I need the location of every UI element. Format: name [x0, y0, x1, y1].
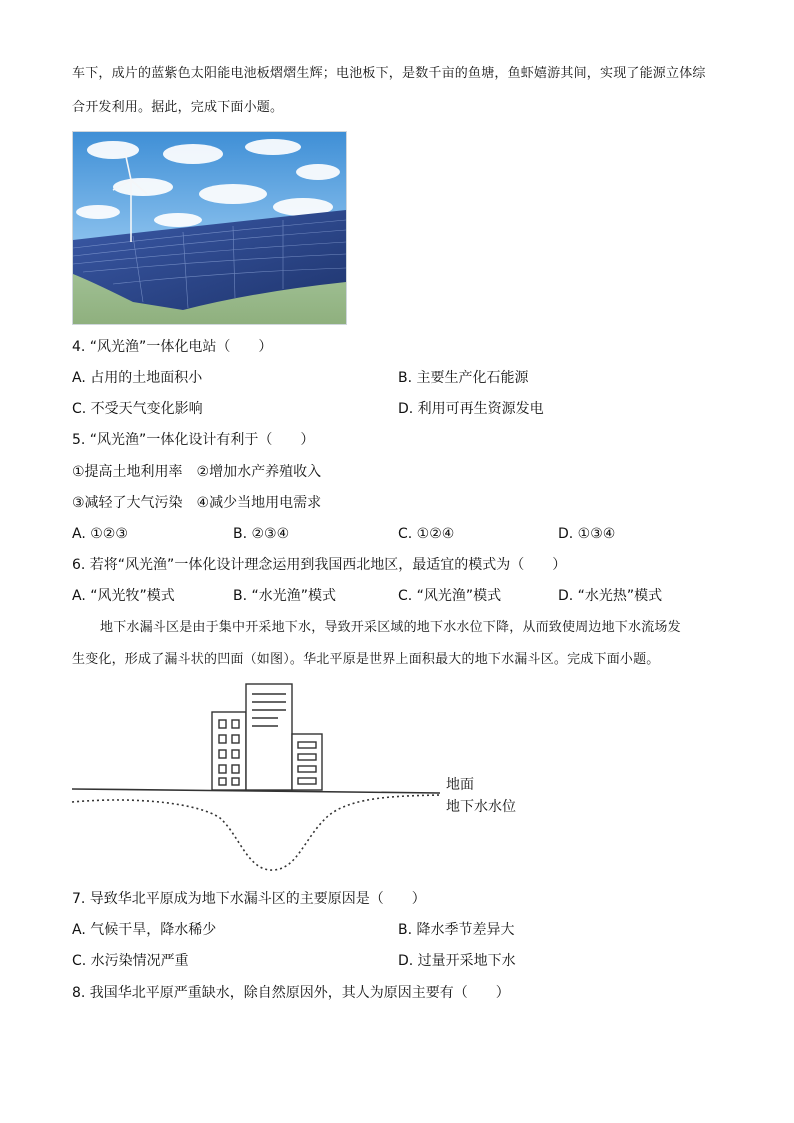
solar-farm-photo [72, 131, 347, 325]
q7-stem: 7. 导致华北平原成为地下水漏斗区的主要原因是（ ） [72, 891, 426, 907]
q4-option-d[interactable]: D. 利用可再生资源发电 [398, 401, 544, 417]
q4-option-c[interactable]: C. 不受天气变化影响 [72, 401, 203, 417]
q8-stem: 8. 我国华北平原严重缺水，除自然原因外，其人为原因主要有（ ） [72, 985, 510, 1001]
q5-option-c[interactable]: C. ①②④ [398, 526, 455, 542]
q7-option-b[interactable]: B. 降水季节差异大 [398, 922, 515, 938]
q6-option-b[interactable]: B. “水光渔”模式 [233, 588, 337, 604]
water-table-label: 地下水水位 [446, 799, 516, 815]
q5-items-line-1: ①提高土地利用率 ②增加水产养殖收入 [72, 464, 322, 480]
q4-stem: 4. “风光渔”一体化电站（ ） [72, 339, 273, 355]
building-left [212, 712, 246, 790]
building-middle [246, 684, 292, 790]
q6-stem: 6. 若将“风光渔”一体化设计理念运用到我国西北地区，最适宜的模式为（ ） [72, 557, 567, 573]
water-table-curve [72, 795, 440, 870]
q7-option-a[interactable]: A. 气候干旱，降水稀少 [72, 922, 217, 938]
intro2-line-2: 生变化，形成了漏斗状的凹面（如图）。华北平原是世界上面积最大的地下水漏斗区。完成下面小题。 [72, 652, 660, 667]
q7-option-c[interactable]: C. 水污染情况严重 [72, 953, 189, 969]
q5-option-d[interactable]: D. ①③④ [558, 526, 616, 542]
q6-option-c[interactable]: C. “风光渔”模式 [398, 588, 502, 604]
q5-items-line-2: ③减轻了大气污染 ④减少当地用电需求 [72, 495, 322, 511]
q5-option-a[interactable]: A. ①②③ [72, 526, 128, 542]
q7-option-d[interactable]: D. 过量开采地下水 [398, 953, 516, 969]
intro-line-2: 合开发利用。据此，完成下面小题。 [72, 100, 284, 115]
intro2-line-1: 地下水漏斗区是由于集中开采地下水，导致开采区域的地下水水位下降，从而致使周边地下水流场发 [100, 620, 681, 635]
q5-option-b[interactable]: B. ②③④ [233, 526, 290, 542]
q6-option-d[interactable]: D. “水光热”模式 [558, 588, 663, 604]
intro-line-1: 车下，成片的蓝紫色太阳能电池板熠熠生辉；电池板下，是数千亩的鱼塘，鱼虾嬉游其间，实现了能源立体综 [72, 66, 706, 81]
groundwater-funnel-diagram [60, 678, 540, 878]
q5-stem: 5. “风光渔”一体化设计有利于（ ） [72, 432, 315, 448]
building-right [292, 734, 322, 790]
q4-option-b[interactable]: B. 主要生产化石能源 [398, 370, 529, 386]
q4-option-a[interactable]: A. 占用的土地面积小 [72, 370, 203, 386]
q6-option-a[interactable]: A. “风光牧”模式 [72, 588, 175, 604]
ground-label: 地面 [446, 777, 474, 793]
